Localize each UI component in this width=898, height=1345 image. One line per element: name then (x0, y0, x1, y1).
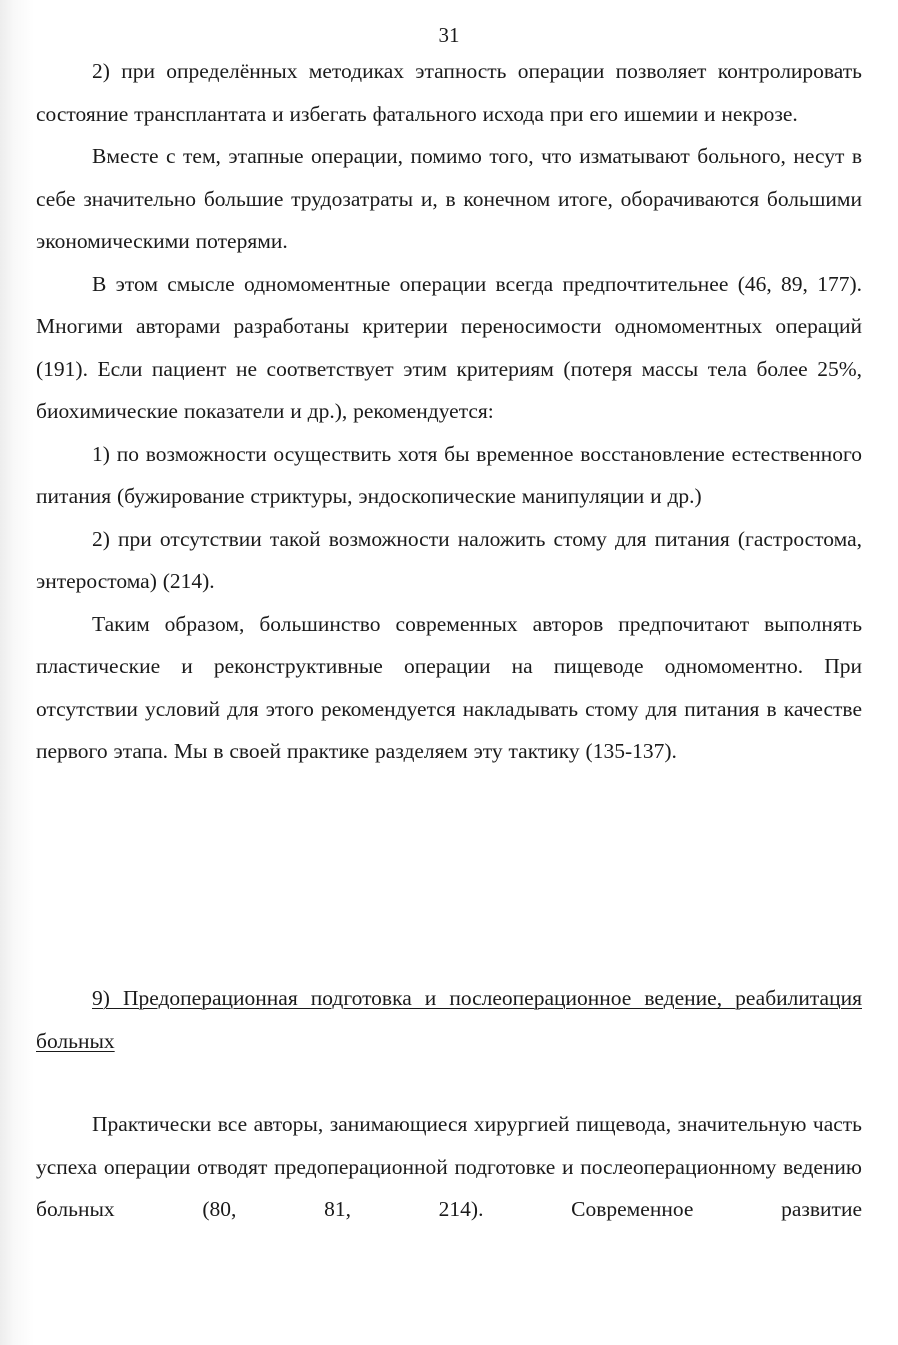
paragraph: Практически все авторы, занимающиеся хирургией пищевода, значительную часть успеха операции отводят предоперационной подготовке и послеоперационному ведению больных (80, 81, 214). Современное развитие (36, 1112, 862, 1221)
section-heading: 9) Предоперационная подготовка и послеоперационное ведение, реабилитация больных (36, 986, 862, 1053)
paragraph: 2) при отсутствии такой возможности наложить стому для питания (гастростома, энтеростома) (214). (36, 526, 862, 593)
paragraph: 2) при определённых методиках этапность операции позволяет контролировать состояние трансплантата и избегать фатального исхода при его ишемии и некрозе. (36, 59, 862, 126)
paragraph: Таким образом, большинство современных авторов предпочитают выполнять пластические и реконструктивные операции на пищеводе одномоментно. При отсутствии условий для этого рекомендуется накладывать стому для питания в качестве первого этапа. Мы в своей практике разделяем эту тактику (135-137). (36, 611, 862, 763)
page-number: 31 (438, 23, 460, 47)
paragraph: Вместе с тем, этапные операции, помимо того, что изматывают больного, несут в себе значительно большие трудозатраты и, в конечном итоге, оборачиваются большими экономическими потерями. (36, 144, 862, 253)
body-text-block (36, 1103, 862, 1231)
body-text-block (36, 50, 862, 773)
paragraph: 1) по возможности осуществить хотя бы временное восстановление естественного питания (бужирование стриктуры, эндоскопические манипуляции и др.) (36, 441, 862, 508)
paragraph: В этом смысле одномоментные операции всегда предпочтительнее (46, 89, 177). Многими авторами разработаны критерии переносимости одномоментных операций (191). Если пациент не соответствует этим критериям (потеря массы тела более 25%, биохимические показатели и др.), рекомендуется: (36, 271, 862, 423)
